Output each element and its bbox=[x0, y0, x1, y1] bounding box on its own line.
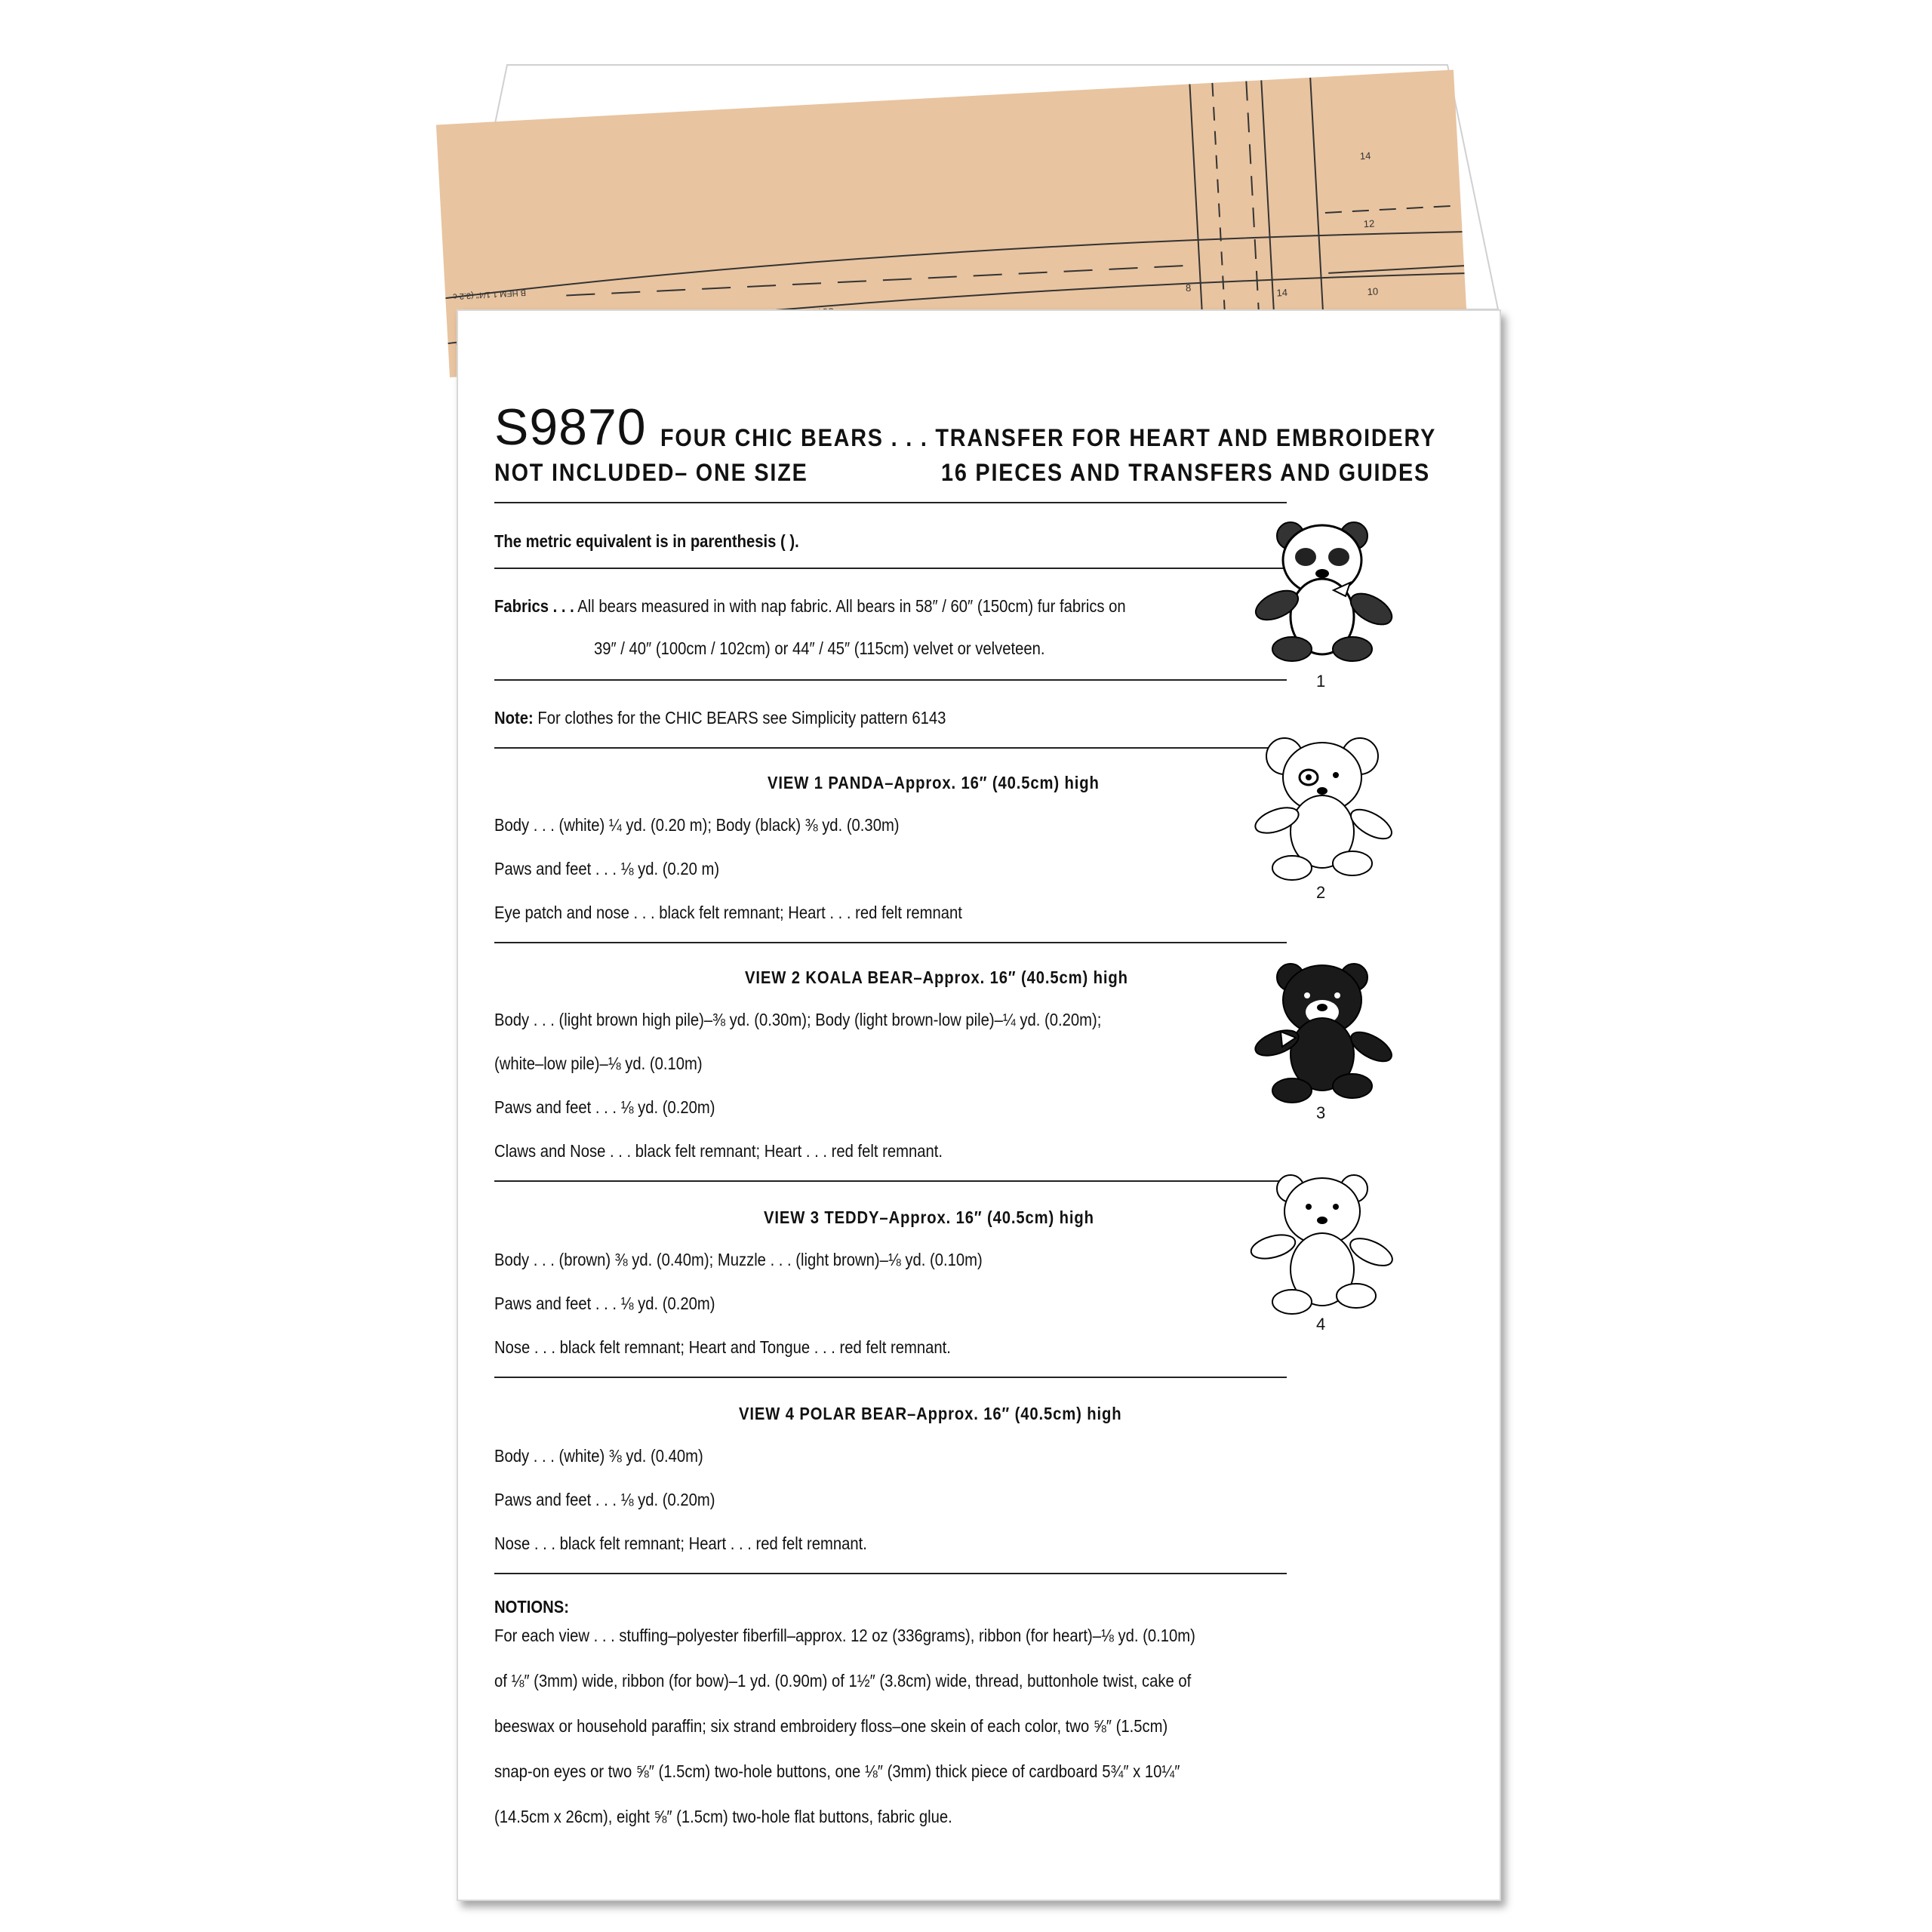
bear-number: 1 bbox=[1316, 672, 1326, 691]
tissue-mark: 14 bbox=[1276, 286, 1288, 299]
note-text: For clothes for the CHIC BEARS see Simplicity pattern 6143 bbox=[537, 708, 946, 728]
notions-label: NOTIONS: bbox=[494, 1597, 569, 1617]
metric-note: The metric equivalent is in parenthesis ( ). bbox=[494, 531, 799, 551]
note-label: Note: bbox=[494, 708, 534, 728]
tissue-mark: 8 bbox=[1185, 281, 1192, 294]
notions-line: of ⅛″ (3mm) wide, ribbon (for bow)–1 yd. (0.90m) of 1½″ (3.8cm) wide, thread, buttonhole twist, cake of bbox=[494, 1671, 1192, 1690]
bear-illustration-panda bbox=[1247, 515, 1398, 666]
notions-line: (14.5cm x 26cm), eight ⅝″ (1.5cm) two-hole flat buttons, fabric glue. bbox=[494, 1807, 952, 1826]
bear-number: 2 bbox=[1316, 883, 1326, 902]
view-1-line: Paws and feet . . . ⅛ yd. (0.20 m) bbox=[494, 859, 720, 878]
view-1-line: Body . . . (white) ¼ yd. (0.20 m); Body (black) ⅜ yd. (0.30m) bbox=[494, 815, 900, 835]
pattern-envelope bbox=[457, 309, 1501, 1901]
view-3-heading: VIEW 3 TEDDY–Approx. 16″ (40.5cm) high bbox=[764, 1208, 1094, 1227]
tissue-mark: 12 bbox=[1363, 217, 1375, 230]
tissue-hem-b-label: B HEM 1 1/4" (3.2 c bbox=[452, 288, 527, 301]
title-line-2-left: NOT INCLUDED– ONE SIZE bbox=[494, 459, 808, 486]
view-2-line: Claws and Nose . . . black felt remnant; Heart . . . red felt remnant. bbox=[494, 1141, 943, 1161]
fabrics-line-2: 39″ / 40″ (100cm / 102cm) or 44″ / 45″ (115cm) velvet or velveteen. bbox=[594, 638, 1045, 658]
bear-illustration-dark bbox=[1247, 956, 1398, 1107]
note-line bbox=[494, 708, 946, 728]
pattern-number: S9870 bbox=[494, 398, 647, 456]
view-2-line: Body . . . (light brown high pile)–⅜ yd. (0.30m); Body (light brown-low pile)–¼ yd. (0.20m); bbox=[494, 1010, 1102, 1029]
view-3-line: Paws and feet . . . ⅛ yd. (0.20m) bbox=[494, 1294, 715, 1313]
bear-illustration-teddy bbox=[1247, 1168, 1398, 1318]
divider bbox=[494, 568, 1287, 569]
koala-bear-icon bbox=[1247, 734, 1398, 884]
tissue-mark: 14 bbox=[1359, 149, 1371, 162]
fabrics-text-1: All bears measured in with nap fabric. All bears in 58″ / 60″ (150cm) fur fabrics on bbox=[577, 596, 1126, 616]
divider bbox=[494, 1377, 1287, 1378]
bear-number: 4 bbox=[1316, 1315, 1326, 1334]
view-2-line: Paws and feet . . . ⅛ yd. (0.20m) bbox=[494, 1097, 715, 1117]
bear-illustration-koala bbox=[1247, 734, 1398, 884]
view-2-heading: VIEW 2 KOALA BEAR–Approx. 16″ (40.5cm) high bbox=[745, 968, 1128, 987]
view-2-line: (white–low pile)–⅛ yd. (0.10m) bbox=[494, 1054, 703, 1073]
view-4-line: Nose . . . black felt remnant; Heart . . . red felt remnant. bbox=[494, 1534, 867, 1553]
notions-line: beeswax or household paraffin; six strand embroidery floss–one skein of each color, two ⅝″ (1.5cm) bbox=[494, 1716, 1168, 1736]
view-4-heading: VIEW 4 POLAR BEAR–Approx. 16″ (40.5cm) high bbox=[739, 1404, 1122, 1423]
view-4-line: Paws and feet . . . ⅛ yd. (0.20m) bbox=[494, 1490, 715, 1509]
title-line-1: FOUR CHIC BEARS . . . TRANSFER FOR HEART AND EMBROIDERY bbox=[660, 424, 1437, 451]
panda-bear-icon bbox=[1247, 515, 1398, 666]
fabrics-label: Fabrics . . . bbox=[494, 596, 574, 616]
divider bbox=[494, 747, 1287, 749]
divider bbox=[494, 502, 1287, 503]
view-4-line: Body . . . (white) ⅜ yd. (0.40m) bbox=[494, 1446, 703, 1466]
view-1-heading: VIEW 1 PANDA–Approx. 16″ (40.5cm) high bbox=[768, 773, 1100, 792]
tissue-mark: 10 bbox=[1367, 285, 1379, 298]
title-line-2-right: 16 PIECES AND TRANSFERS AND GUIDES bbox=[941, 459, 1430, 486]
fabrics-line-1 bbox=[494, 596, 1126, 617]
dark-bear-icon bbox=[1247, 956, 1398, 1107]
notions-line: For each view . . . stuffing–polyester fiberfill–approx. 12 oz (336grams), ribbon (for heart)–⅛ yd. (0.10m) bbox=[494, 1626, 1195, 1645]
bear-number: 3 bbox=[1316, 1103, 1326, 1122]
view-3-line: Body . . . (brown) ⅜ yd. (0.40m); Muzzle . . . (light brown)–⅛ yd. (0.10m) bbox=[494, 1250, 983, 1269]
divider bbox=[494, 1180, 1287, 1182]
divider bbox=[494, 1573, 1287, 1574]
view-1-line: Eye patch and nose . . . black felt remnant; Heart . . . red felt remnant bbox=[494, 903, 962, 922]
notions-line: snap-on eyes or two ⅝″ (1.5cm) two-hole buttons, one ⅛″ (3mm) thick piece of cardboard 5¾″ x 10¼″ bbox=[494, 1761, 1180, 1781]
divider bbox=[494, 679, 1287, 681]
view-3-line: Nose . . . black felt remnant; Heart and Tongue . . . red felt remnant. bbox=[494, 1337, 951, 1357]
divider bbox=[494, 942, 1287, 943]
teddy-bear-icon bbox=[1247, 1168, 1398, 1318]
